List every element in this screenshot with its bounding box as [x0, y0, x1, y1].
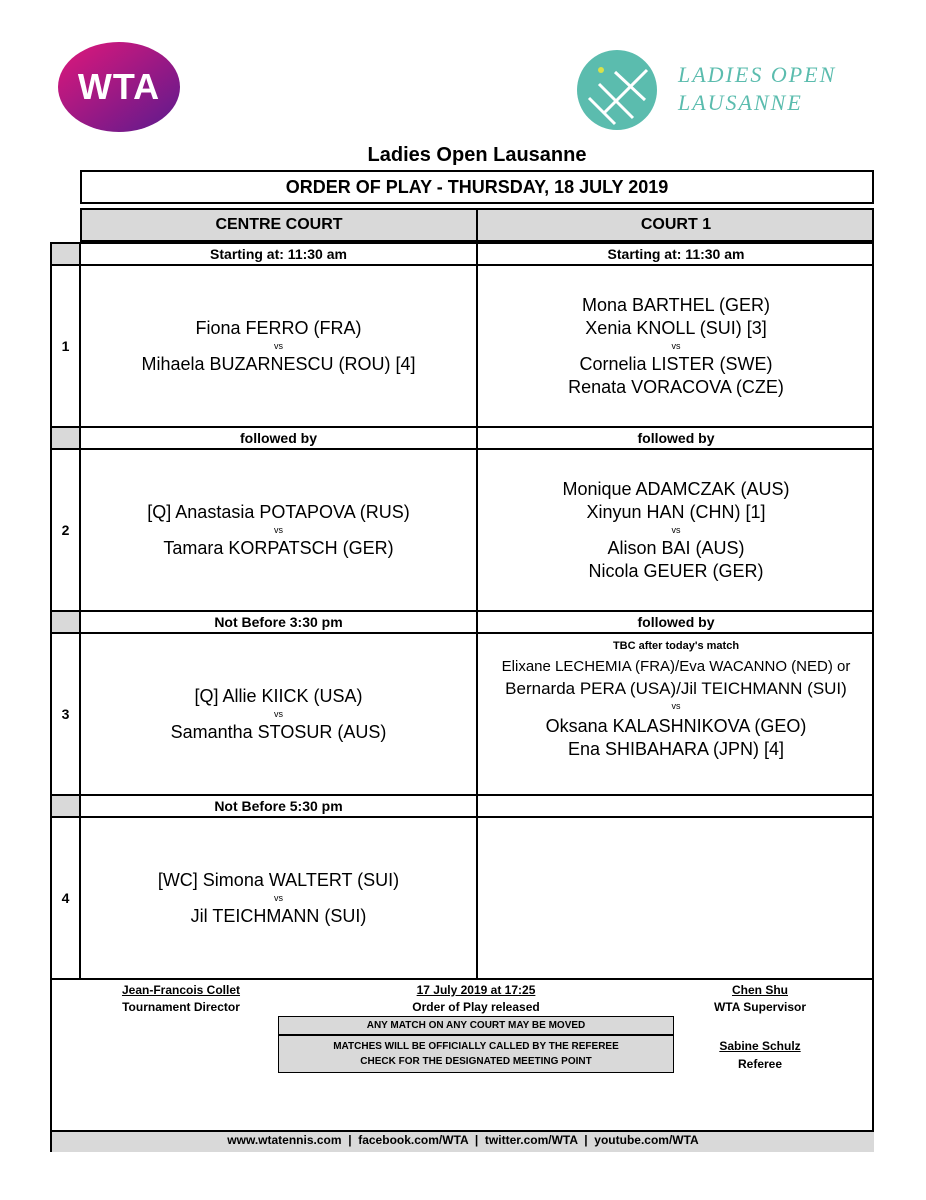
- player: Xenia KNOLL (SUI) [3]: [585, 317, 767, 338]
- player: Tamara KORPATSCH (GER): [163, 537, 394, 558]
- row4-bottom-line: [52, 978, 874, 980]
- row3-court1-header: followed by: [637, 614, 715, 630]
- row4-centre-header: Not Before 5:30 pm: [214, 798, 343, 814]
- vs-label: vs: [671, 340, 681, 351]
- notice-referee: [278, 1035, 674, 1073]
- vs-label: vs: [671, 701, 681, 711]
- director-name: Jean-Francois Collet: [121, 983, 241, 997]
- player: Mona BARTHEL (GER): [581, 294, 771, 315]
- supervisor-title: WTA Supervisor: [713, 1000, 806, 1014]
- row2-centre-header: followed by: [240, 430, 317, 446]
- court-header-centre: CENTRE COURT: [215, 216, 343, 233]
- player: [WC] Simona WALTERT (SUI): [157, 869, 400, 890]
- row2-bottom-line: [52, 610, 874, 612]
- row3-centre-match: [81, 634, 476, 794]
- row1-centre-header: Starting at: 11:30 am: [210, 246, 347, 262]
- row3-shade: [52, 612, 79, 632]
- vs-label: vs: [274, 708, 283, 719]
- player: Fiona FERRO (FRA): [195, 317, 362, 338]
- player: Jil TEICHMANN (SUI): [190, 905, 367, 926]
- row2-number: 2: [61, 522, 70, 538]
- row1-centre-match: [81, 266, 476, 426]
- player: Nicola GEUER (GER): [588, 560, 764, 581]
- row3-centre-header: Not Before 3:30 pm: [214, 614, 343, 630]
- notice-referee-line1: MATCHES WILL BE OFFICIALLY CALLED BY THE REFEREE: [333, 1041, 619, 1052]
- player: [Q] Allie KIICK (USA): [194, 685, 363, 706]
- player: Ena SHIBAHARA (JPN) [4]: [567, 739, 785, 759]
- player: Xinyun HAN (CHN) [1]: [586, 501, 766, 522]
- wta-logo-text: WTA: [77, 66, 161, 107]
- vs-label: vs: [274, 892, 283, 903]
- row3-bottom-line: [52, 794, 874, 796]
- director-title: Tournament Director: [122, 1000, 240, 1014]
- row3-number: 3: [61, 706, 70, 722]
- row1-court1-match: [478, 266, 874, 426]
- player: Mihaela BUZARNESCU (ROU) [4]: [141, 353, 416, 374]
- row3-court1-match: [478, 634, 874, 794]
- event-logo-line2: LAUSANNE: [678, 90, 803, 115]
- notice-referee-line2: CHECK FOR THE DESIGNATED MEETING POINT: [360, 1056, 592, 1067]
- player-pair-option: Elixane LECHEMIA (FRA)/Eva WACANNO (NED) or: [501, 658, 851, 675]
- row1-number: 1: [61, 338, 70, 354]
- row4-shade: [52, 796, 79, 816]
- player: Monique ADAMCZAK (AUS): [562, 478, 790, 499]
- row4-centre-match: [81, 818, 476, 978]
- tournament-title: Ladies Open Lausanne: [367, 144, 587, 166]
- row2-centre-match: [81, 450, 476, 610]
- row2-court1-header: followed by: [637, 430, 715, 446]
- referee-name: Sabine Schulz: [719, 1039, 801, 1053]
- notice-move: ANY MATCH ON ANY COURT MAY BE MOVED: [278, 1016, 674, 1035]
- row4-number: 4: [61, 890, 70, 906]
- player: Samantha STOSUR (AUS): [170, 721, 387, 742]
- referee-title: Referee: [737, 1057, 783, 1071]
- row1-shade: [52, 244, 79, 264]
- row2-shade: [52, 428, 79, 448]
- tbc-note: TBC after today's match: [612, 640, 740, 652]
- event-logo-emblem: [575, 48, 659, 132]
- event-logo-line1: LADIES OPEN: [678, 62, 837, 87]
- row2-court1-match: [478, 450, 874, 610]
- player: [Q] Anastasia POTAPOVA (RUS): [147, 501, 410, 522]
- court-header-court1: COURT 1: [640, 216, 712, 233]
- released-date: 17 July 2019 at 17:25: [416, 983, 536, 997]
- player: Renata VORACOVA (CZE): [568, 376, 784, 397]
- supervisor-name: Chen Shu: [732, 983, 788, 997]
- order-of-play-title: ORDER OF PLAY - THURSDAY, 18 JULY 2019: [80, 170, 874, 204]
- wta-logo: [56, 40, 182, 134]
- player: Alison BAI (AUS): [607, 537, 745, 558]
- player: Oksana KALASHNIKOVA (GEO): [545, 716, 807, 736]
- vs-label: vs: [274, 524, 283, 535]
- row1-court1-header: Starting at: 11:30 am: [607, 246, 745, 262]
- released-label: Order of Play released: [412, 1000, 540, 1014]
- vs-label: vs: [274, 340, 283, 351]
- row1-bottom-line: [52, 426, 874, 428]
- player-pair-option: Bernarda PERA (USA)/Jil TEICHMANN (SUI): [505, 679, 847, 698]
- social-links[interactable]: www.wtatennis.com | facebook.com/WTA | twitter.com/WTA | youtube.com/WTA: [227, 1133, 699, 1147]
- vs-label: vs: [671, 524, 681, 535]
- player: Cornelia LISTER (SWE): [579, 353, 773, 374]
